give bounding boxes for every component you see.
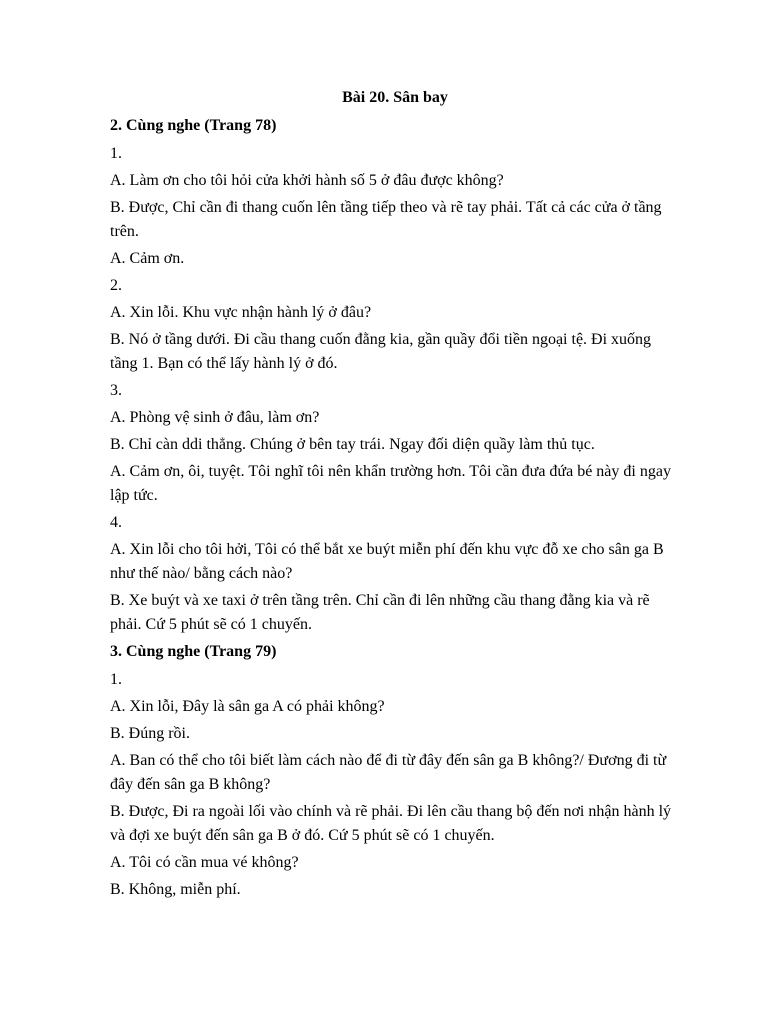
dialogue-line: B. Xe buýt và xe taxi ở trên tầng trên. Chỉ cần đi lên những cầu thang đằng kia và rẽ phải. Cứ 5 phút sẽ có 1 chuyến. bbox=[110, 592, 650, 633]
dialogue-line: B. Chỉ càn ddi thẳng. Chúng ở bên tay trái. Ngay đối diện quầy làm thủ tục. bbox=[110, 436, 595, 453]
dialogue-line: B. Được, Chỉ cần đi thang cuốn lên tầng tiếp theo và rẽ tay phải. Tất cả các cửa ở tầng trên. bbox=[110, 199, 662, 240]
dialogue-line: B. Được, Đi ra ngoài lối vào chính và rẽ phải. Đi lên cầu thang bộ đến nơi nhận hành lý và đợi xe buýt đến sân ga B ở đó. Cứ 5 phút sẽ có 1 chuyến. bbox=[110, 803, 672, 844]
document-title: Bài 20. Sân bay bbox=[342, 89, 448, 106]
dialogue-line: A. Cảm ơn, ôi, tuyệt. Tôi nghĩ tôi nên khẩn trường hơn. Tôi cần đưa đứa bé này đi ngay lập tức. bbox=[110, 463, 671, 504]
dialogue-line: A. Làm ơn cho tôi hỏi cửa khởi hành số 5 ở đâu được không? bbox=[110, 172, 504, 189]
dialogue-line: A. Xin lỗi, Đây là sân ga A có phải không? bbox=[110, 698, 385, 715]
dialogue-line: A. Xin lỗi. Khu vực nhận hành lý ở đâu? bbox=[110, 304, 372, 321]
section-heading-trang-79: 3. Cùng nghe (Trang 79) bbox=[110, 643, 277, 660]
dialogue-line: A. Ban có thể cho tôi biết làm cách nào để đi từ đây đến sân ga B không?/ Đương đi từ đây đến sân ga B không? bbox=[110, 752, 667, 793]
dialogue-line: A. Tôi có cần mua vé không? bbox=[110, 854, 299, 871]
exercise-number: 4. bbox=[110, 514, 122, 531]
section-heading-trang-78: 2. Cùng nghe (Trang 78) bbox=[110, 117, 277, 134]
dialogue-line: B. Không, miễn phí. bbox=[110, 881, 241, 898]
dialogue-line: A. Xin lỗi cho tôi hởi, Tôi có thể bắt xe buýt miễn phí đến khu vực đỗ xe cho sân ga B như thế nào/ bằng cách nào? bbox=[110, 541, 664, 582]
exercise-number: 3. bbox=[110, 382, 122, 399]
dialogue-line: A. Phòng vệ sinh ở đâu, làm ơn? bbox=[110, 409, 320, 426]
dialogue-line: A. Cảm ơn. bbox=[110, 250, 185, 267]
dialogue-line: B. Nó ở tầng dưới. Đi cầu thang cuốn đằng kia, gần quầy đổi tiền ngoại tệ. Đi xuống tầng 1. Bạn có thể lấy hành lý ở đó. bbox=[110, 331, 652, 372]
dialogue-line: B. Đúng rồi. bbox=[110, 725, 190, 742]
exercise-number: 2. bbox=[110, 277, 122, 294]
document-page bbox=[110, 86, 680, 905]
exercise-number: 1. bbox=[110, 145, 122, 162]
exercise-number: 1. bbox=[110, 671, 122, 688]
